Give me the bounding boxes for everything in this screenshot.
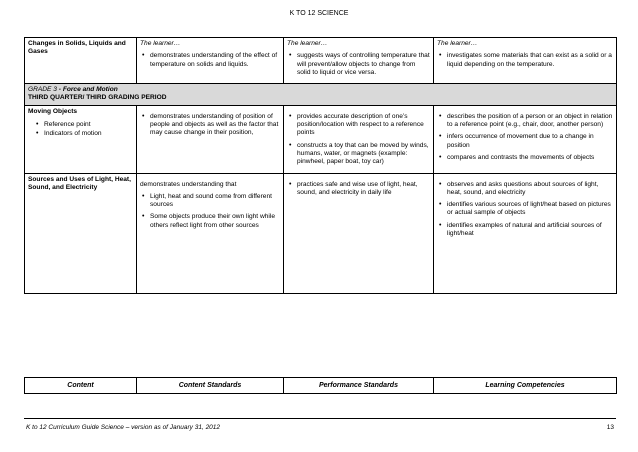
grade-label: GRADE 3 — [28, 86, 57, 94]
topic-title: Changes in Solids, Liquids and Gases — [28, 40, 126, 56]
topic-cell — [25, 105, 137, 173]
list-item: • demonstrates understanding of the effect of temperature on solids and liquids. — [140, 52, 280, 69]
list-item: • identifies various sources of light/heat based on pictures or actual sample of objects — [437, 201, 613, 218]
learner-label: The learner… — [287, 40, 328, 47]
grade-subject: - Force and Motion — [56, 86, 118, 94]
list-item: • Reference point — [34, 121, 133, 129]
list-item: • practices safe and wise use of light, heat, sound, and electricity in daily life — [287, 181, 430, 198]
list-item: • constructs a toy that can be moved by winds, humans, water, or magnets (example: pinwheel, paper boat, toy car) — [287, 142, 430, 167]
list-item: • compares and contrasts the movements of objects — [437, 154, 613, 162]
page-footer — [26, 424, 614, 431]
grading-period: THIRD QUARTER/ THIRD GRADING PERIOD — [28, 94, 167, 102]
curriculum-table — [24, 37, 617, 294]
list-item: • observes and asks questions about sources of light, heat, sound, and electricity — [437, 181, 613, 198]
legend-performance-standards: Performance Standards — [284, 378, 434, 394]
topic-cell — [25, 173, 137, 293]
learner-label: The learner… — [140, 40, 181, 47]
grade-header-row — [25, 84, 617, 106]
content-intro: demonstrates understanding that — [140, 180, 237, 188]
list-item: • Indicators of motion — [34, 130, 133, 138]
list-item: • investigates some materials that can exist as a solid or a liquid depending on the temperature. — [437, 52, 613, 69]
content-standards-cell — [137, 173, 284, 293]
performance-standards-cell — [284, 38, 434, 84]
table-row — [25, 38, 617, 84]
legend-learning-competencies: Learning Competencies — [434, 378, 617, 394]
grade-header-cell — [25, 84, 617, 106]
performance-standards-cell — [284, 105, 434, 173]
topic-cell — [25, 38, 137, 84]
list-item: • suggests ways of controlling temperature that will prevent/allow objects to change from solid to liquid or vice versa. — [287, 52, 430, 77]
learning-competencies-cell — [434, 173, 617, 293]
legend-content-standards: Content Standards — [137, 378, 284, 394]
topic-title: Moving Objects — [28, 107, 78, 115]
footer-text: K to 12 Curriculum Guide Science – version as of January 31, 2012 — [26, 424, 221, 431]
learner-label: The learner… — [437, 40, 478, 47]
table-row — [25, 105, 617, 173]
performance-standards-cell — [284, 173, 434, 293]
learning-competencies-cell — [434, 105, 617, 173]
learning-competencies-cell — [434, 38, 617, 84]
page-header: K TO 12 SCIENCE — [289, 10, 349, 17]
list-item: • identifies examples of natural and artificial sources of light/heat — [437, 222, 613, 239]
list-item: • infers occurrence of movement due to a change in position — [437, 133, 613, 150]
topic-title: Sources and Uses of Light, Heat, Sound, and Electricity — [28, 175, 131, 191]
column-legend — [24, 377, 617, 394]
list-item: • provides accurate description of one’s position/location with respect to a reference points — [287, 113, 430, 138]
content-standards-cell — [137, 105, 284, 173]
legend-content: Content — [25, 378, 137, 394]
page-number: 13 — [606, 424, 614, 431]
list-item: • demonstrates understanding of position of people and objects as well as the factor that may cause change in their position, — [140, 113, 280, 138]
list-item: • Light, heat and sound come from different sources — [140, 193, 280, 210]
footer-divider — [24, 418, 616, 419]
content-standards-cell — [137, 38, 284, 84]
table-row — [25, 173, 617, 293]
list-item: • describes the position of a person or an object in relation to a reference point (e.g., chair, door, another person) — [437, 113, 613, 130]
list-item: • Some objects produce their own light while others reflect light from other sources — [140, 213, 280, 230]
legend-row — [25, 378, 617, 394]
